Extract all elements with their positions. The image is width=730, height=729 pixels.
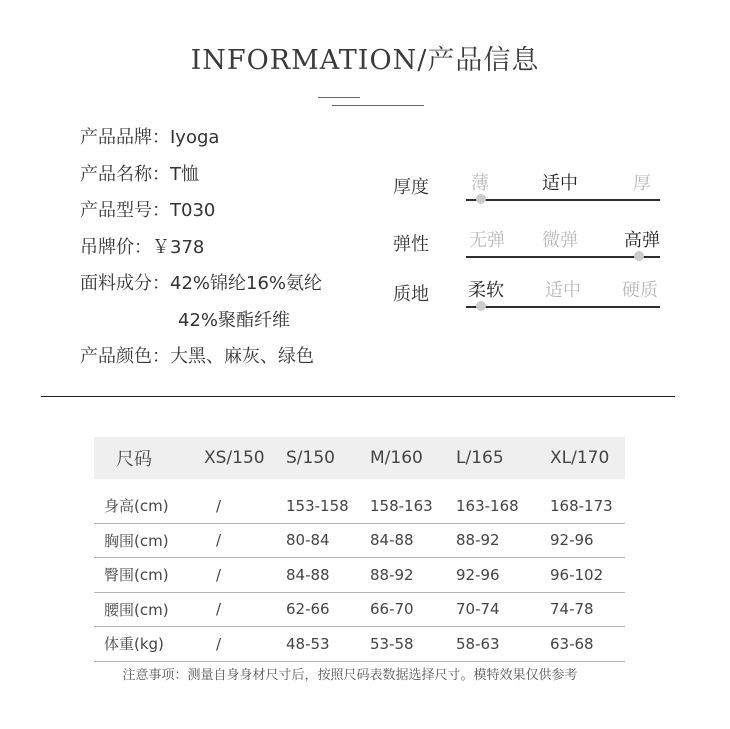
table-cell: 88-92 bbox=[456, 531, 500, 550]
header-cell: L/165 bbox=[456, 448, 504, 468]
scale-marker bbox=[634, 251, 644, 261]
info-label: 面料成分： bbox=[80, 273, 170, 294]
info-value: 大黑、麻灰、绿色 bbox=[170, 346, 314, 367]
info-label: 产品颜色： bbox=[80, 346, 170, 367]
info-value: ￥378 bbox=[152, 236, 205, 258]
table-cell: / bbox=[216, 496, 222, 515]
page-title bbox=[0, 38, 730, 77]
scale-track bbox=[466, 199, 660, 201]
table-cell: 58-63 bbox=[456, 634, 500, 653]
table-cell: 身高(cm) bbox=[104, 497, 169, 516]
info-row-model bbox=[80, 197, 322, 234]
scale-option: 微弹 bbox=[542, 230, 578, 251]
table-cell: 153-158 bbox=[286, 496, 349, 515]
header-cell: XS/150 bbox=[204, 448, 265, 468]
info-value: 42%聚酯纤维 bbox=[178, 309, 291, 331]
info-value: Iyoga bbox=[170, 127, 220, 148]
header-cell: M/160 bbox=[370, 448, 423, 468]
scale-elasticity bbox=[393, 222, 663, 272]
table-cell: 96-102 bbox=[550, 565, 604, 584]
title-decoration-line-bottom bbox=[332, 105, 424, 106]
info-row-fabric bbox=[80, 270, 322, 307]
scale-thickness bbox=[393, 165, 663, 215]
info-row-price bbox=[80, 234, 322, 271]
table-cell: 腰围(cm) bbox=[104, 600, 169, 619]
scale-option: 柔软 bbox=[468, 280, 504, 301]
size-table-header bbox=[94, 437, 625, 479]
scale-track bbox=[466, 306, 660, 308]
info-value: T030 bbox=[170, 200, 216, 221]
info-value: 42%锦纶16%氨纶 bbox=[170, 273, 323, 294]
table-row bbox=[94, 593, 625, 628]
header-cell: S/150 bbox=[286, 448, 335, 468]
table-cell: 63-68 bbox=[550, 634, 594, 653]
scale-name: 厚度 bbox=[393, 177, 429, 198]
info-row-fabric-cont bbox=[80, 307, 322, 344]
table-cell: 53-58 bbox=[370, 634, 414, 653]
table-cell: 168-173 bbox=[550, 496, 613, 515]
table-cell: / bbox=[216, 565, 222, 584]
scale-option: 薄 bbox=[471, 173, 489, 194]
scale-marker bbox=[476, 301, 486, 311]
table-cell: 158-163 bbox=[370, 496, 433, 515]
table-cell: / bbox=[216, 531, 222, 550]
note-text: 注意事项：测量自身身材尺寸后，按照尺码表数据选择尺寸。模特效果仅供参考 bbox=[122, 668, 578, 683]
info-row-color bbox=[80, 343, 322, 380]
scale-option: 适中 bbox=[545, 280, 581, 301]
table-cell: 48-53 bbox=[286, 634, 330, 653]
table-cell: 74-78 bbox=[550, 600, 594, 619]
table-cell: 体重(kg) bbox=[104, 635, 164, 654]
table-cell: 163-168 bbox=[456, 496, 519, 515]
scale-track bbox=[466, 256, 660, 258]
scale-option: 适中 bbox=[542, 173, 578, 194]
table-row bbox=[94, 627, 625, 662]
table-cell: 胸围(cm) bbox=[104, 531, 169, 550]
scale-name: 质地 bbox=[393, 284, 429, 305]
title-decoration-line-top bbox=[318, 97, 360, 98]
info-label: 吊牌价： bbox=[80, 236, 152, 258]
size-table bbox=[94, 437, 625, 662]
table-cell: 88-92 bbox=[370, 565, 414, 584]
table-cell: / bbox=[216, 634, 222, 653]
scale-marker bbox=[476, 194, 486, 204]
header-cell: XL/170 bbox=[550, 448, 610, 468]
info-label: 产品品牌： bbox=[80, 127, 170, 148]
table-cell: 66-70 bbox=[370, 600, 414, 619]
info-row-name bbox=[80, 161, 322, 198]
info-label: 产品型号： bbox=[80, 200, 170, 221]
size-table-body bbox=[94, 489, 625, 662]
table-cell: 80-84 bbox=[286, 531, 330, 550]
product-info-list bbox=[80, 124, 322, 380]
table-cell: 92-96 bbox=[550, 531, 594, 550]
scale-option: 硬质 bbox=[622, 280, 658, 301]
table-cell: 92-96 bbox=[456, 565, 500, 584]
header-cell: 尺码 bbox=[116, 449, 152, 470]
table-row bbox=[94, 558, 625, 593]
section-divider bbox=[41, 396, 675, 397]
table-cell: / bbox=[216, 600, 222, 619]
info-label: 产品名称： bbox=[80, 163, 170, 185]
table-cell: 62-66 bbox=[286, 600, 330, 619]
title-en: INFORMATION/ bbox=[190, 45, 428, 76]
table-row bbox=[94, 524, 625, 559]
title-cn: 产品信息 bbox=[427, 45, 540, 76]
scale-option: 厚 bbox=[633, 173, 651, 194]
scale-option: 高弹 bbox=[624, 230, 660, 251]
table-cell: 84-88 bbox=[370, 531, 414, 550]
scale-texture bbox=[393, 272, 663, 322]
info-value: T恤 bbox=[170, 163, 199, 185]
table-cell: 84-88 bbox=[286, 565, 330, 584]
table-cell: 70-74 bbox=[456, 600, 500, 619]
info-row-brand bbox=[80, 124, 322, 161]
scale-name: 弹性 bbox=[393, 234, 429, 255]
table-row bbox=[94, 489, 625, 524]
table-cell: 臀围(cm) bbox=[104, 566, 169, 585]
scale-option: 无弹 bbox=[469, 230, 505, 251]
